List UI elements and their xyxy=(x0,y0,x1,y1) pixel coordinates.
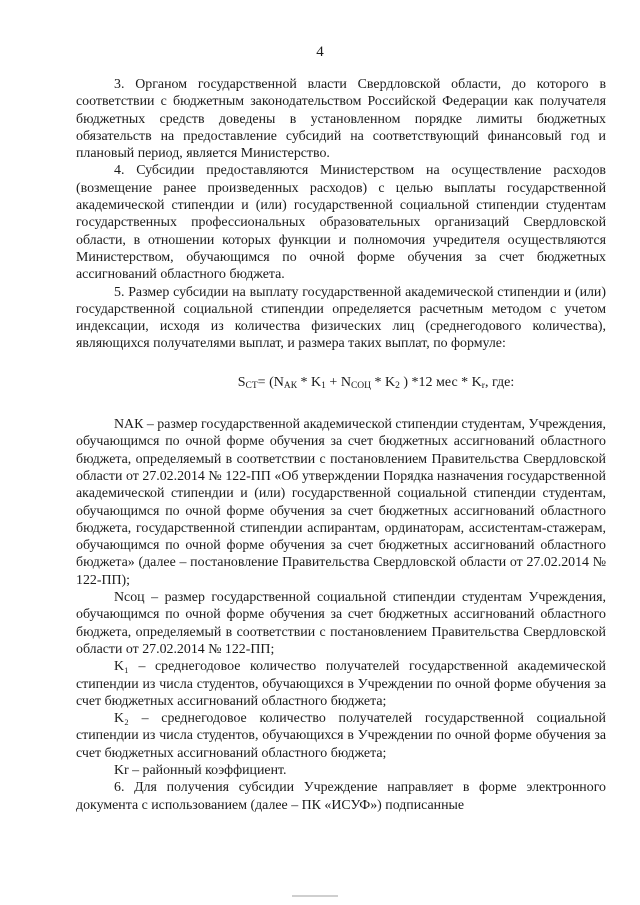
formula-plus-n: + N xyxy=(325,374,351,390)
formula-eq-open: = (N xyxy=(257,374,284,390)
page-number: 4 xyxy=(316,44,324,60)
subsidy-formula xyxy=(146,374,606,395)
formula-s: S xyxy=(237,374,246,390)
paragraph-3: 3. Органом государственной власти Свердловской области, до которого в соответствии с бюджетным законодательством Российской Федерации как получателя бюджетных средств доведены в установленном порядке лимиты бюджетных обязательств на предоставление субсидий на соответствующий финансовый год и плановый период, является Министерство. xyxy=(76,77,606,162)
definition-k2: K₂ – среднегодовое количество получателей государственной социальной стипендии из числа студентов, обучающихся в Учреждении по очной форме обучения за счет бюджетных ассигнований областного бюджета; xyxy=(76,711,606,761)
formula-n-ak-sub: АК xyxy=(283,380,298,391)
definition-kr: Kr – районный коэффициент. xyxy=(114,762,287,778)
formula-s-sub: CT xyxy=(245,380,258,391)
formula-mul1: * K xyxy=(297,374,322,390)
definition-n-ak: NАК – размер государственной академической стипендии студентам, Учреждения, обучающимся по очной форме обучения за счет бюджетных ассигнований областного бюджета, определяемый в соответствии с постановлением Правительства Свердловской области от 27.02.2014 № 122-ПП «Об утверждении Порядка назначения государственной академической стипендии и (или) государственной социальной стипендии студентам, обучающимся по очной форме обучения за счет бюджетных ассигнований областного бюджета, государственной стипендии аспирантам, ординаторам, ассистентам-стажерам, обучающимся по очной форме обучения за счет бюджетных ассигнований областного бюджета» (далее – постановление Правительства Свердловской области от 27.02.2014 № 122-ПП); xyxy=(76,417,606,588)
definition-n-soc: Nсоц – размер государственной социальной стипендии студентам Учреждения, обучающимся по очной форме обучения за счет бюджетных ассигнований областного бюджета, определяемый в соответствии с постановлением Правительства Свердловской области от 27.02.2014 № 122-ПП; xyxy=(76,590,606,657)
formula-kr-sub: r xyxy=(481,380,485,391)
paragraph-5: 5. Размер субсидии на выплату государственной академической стипендии и (или) государственной социальной стипендии определяется расчетным методом с учетом индексации, исходя из количества физических лиц (среднегодового количества), являющихся получателями выплат, и размера таких выплат, по формуле: xyxy=(76,284,606,352)
formula-tail: , где: xyxy=(484,374,515,390)
formula-n-soc-sub: СОЦ xyxy=(350,380,371,391)
definition-k1: K₁ – среднегодовое количество получателей государственной академической стипендии из числа студентов, обучающихся в Учреждении по очной форме обучения за счет бюджетных ассигнований областного бюджета; xyxy=(76,659,606,709)
formula-k1-sub: 1 xyxy=(321,380,326,391)
formula-mul2: * K xyxy=(371,374,396,390)
scan-artifact xyxy=(292,895,338,897)
document-body xyxy=(76,76,606,814)
formula-k2-sub: 2 xyxy=(395,380,400,391)
paragraph-6: 6. Для получения субсидии Учреждение направляет в форме электронного документа с использованием (далее – ПК «ИСУФ») подписанные xyxy=(76,780,606,813)
formula-close-months: ) *12 мес * K xyxy=(399,374,482,390)
paragraph-4: 4. Субсидии предоставляются Министерством на осуществление расходов (возмещение ранее произведенных расходов) с целью выплаты государственной академической стипендии и (или) государственной социальной стипендии студентам государственных профессиональных образовательных организаций Свердловской области, в отношении которых функции и полномочия учредителя осуществляются Министерством, обучающимся по очной форме обучения за счет бюджетных ассигнований областного бюджета. xyxy=(76,163,606,283)
